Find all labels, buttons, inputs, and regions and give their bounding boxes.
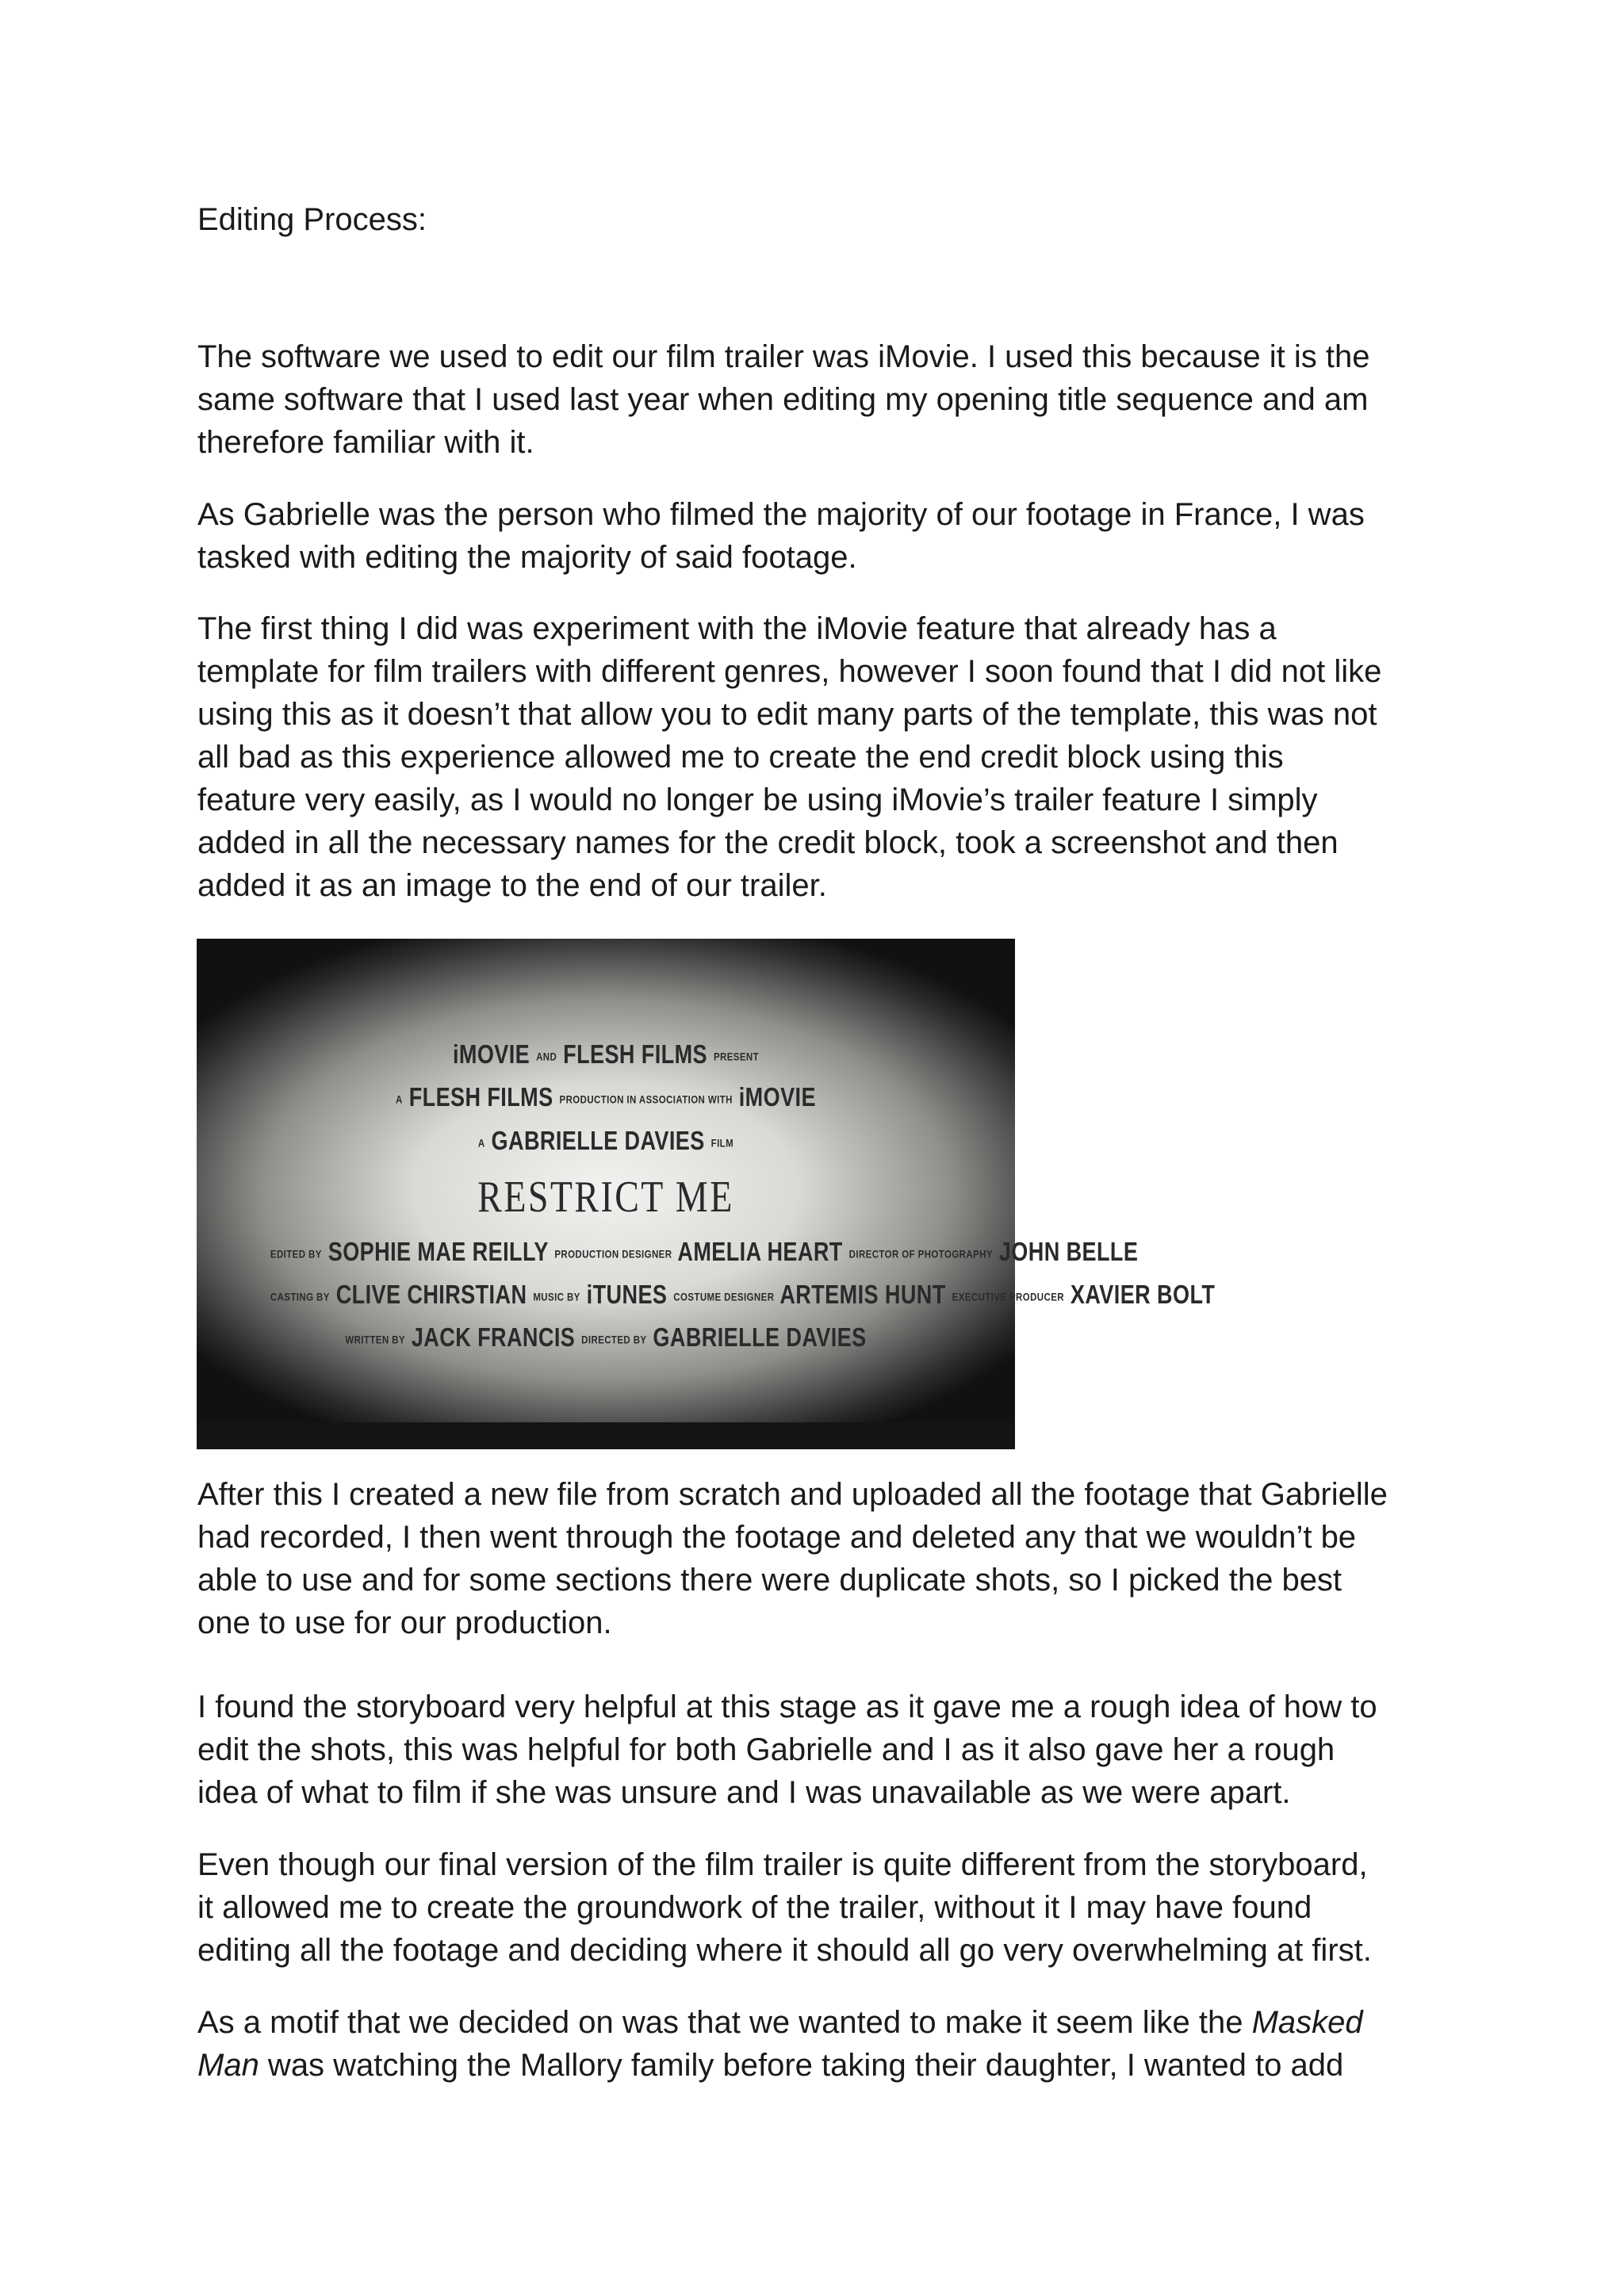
credit-word: AMELIA HEART — [677, 1236, 843, 1266]
credit-row-presents — [270, 1034, 941, 1077]
text-line: The software we used to edit our film trailer was iMovie. I used this because it is the — [197, 339, 1370, 374]
credit-word: iTUNES — [586, 1280, 668, 1310]
text-line: added it as an image to the end of our trailer. — [197, 868, 827, 903]
credit-word: GABRIELLE DAVIES — [491, 1125, 705, 1155]
credit-word: ARTEMIS HUNT — [779, 1280, 946, 1310]
credit-small-word: MUSIC BY — [533, 1290, 580, 1303]
credit-small-word: FILM — [710, 1135, 734, 1149]
text-line: able to use and for some sections there were duplicate shots, so I picked the best — [197, 1563, 1342, 1598]
credit-small-word: A — [477, 1135, 485, 1149]
paragraph-final-version — [197, 1843, 1434, 1972]
credit-small-word: PRODUCTION IN ASSOCIATION WITH — [559, 1093, 733, 1106]
text-line: one to use for our production. — [197, 1605, 612, 1640]
text-line: I found the storyboard very helpful at this stage as it gave me a rough idea of how to — [197, 1689, 1377, 1724]
text-line: After this I created a new file from scratch and uploaded all the footage that Gabrielle — [197, 1477, 1388, 1512]
paragraph-storyboard — [197, 1686, 1434, 1814]
credit-small-word: PRODUCTION DESIGNER — [554, 1247, 672, 1261]
credit-word: FLESH FILMS — [408, 1082, 553, 1112]
credit-word: JACK FRANCIS — [411, 1322, 576, 1353]
text-line: same software that I used last year when editing my opening title sequence and am — [197, 382, 1369, 417]
text-line: therefore familiar with it. — [197, 425, 534, 460]
credit-small-word: COSTUME DESIGNER — [673, 1290, 775, 1303]
credit-row-crew-1 — [270, 1231, 1139, 1274]
text-line: all bad as this experience allowed me to create the end credit block using this — [197, 740, 1284, 775]
credit-small-word: PRESENT — [713, 1050, 760, 1063]
credit-small-word: A — [396, 1093, 403, 1106]
paragraph-footage — [197, 493, 1434, 579]
paragraph-template — [197, 607, 1434, 907]
credit-row-film-by — [270, 1120, 941, 1163]
italic-text-run: Masked — [1251, 2005, 1363, 2040]
credit-bottom-bar — [197, 1422, 1015, 1449]
text-line: had recorded, I then went through the footage and deleted any that we wouldn’t be — [197, 1520, 1357, 1555]
credit-small-word: AND — [536, 1050, 557, 1063]
text-line: edit the shots, this was helpful for both Gabrielle and I as it also gave her a rough — [197, 1732, 1335, 1767]
credit-row-crew-2 — [270, 1274, 1216, 1317]
credit-row-production — [270, 1077, 941, 1119]
text-line: it allowed me to create the groundwork of the trailer, without it I may have found — [197, 1890, 1312, 1925]
paragraph-new-file — [197, 1473, 1434, 1644]
page-heading: Editing Process: — [197, 202, 427, 237]
credit-word: FLESH FILMS — [563, 1039, 708, 1069]
text-run: was watching the Mallory family before taking their daughter, I wanted to add — [259, 2048, 1344, 2083]
credit-word: iMOVIE — [452, 1039, 530, 1069]
text-line: using this as it doesn’t that allow you to edit many parts of the template, this was not — [197, 697, 1377, 732]
credit-small-word: EXECUTIVE PRODUCER — [952, 1290, 1064, 1303]
credit-word: JOHN BELLE — [998, 1236, 1139, 1266]
text-line — [197, 2001, 1434, 2044]
text-line: template for film trailers with different genres, however I soon found that I did not like — [197, 654, 1382, 689]
credit-word: CLIVE CHIRSTIAN — [335, 1280, 527, 1310]
credit-small-word: CASTING BY — [270, 1290, 330, 1303]
text-line: editing all the footage and deciding where it should all go very overwhelming at first. — [197, 1933, 1372, 1968]
credit-small-word: EDITED BY — [270, 1247, 322, 1261]
text-line: added in all the necessary names for the credit block, took a screenshot and then — [197, 825, 1339, 860]
text-line — [197, 2044, 1434, 2087]
credit-small-word: DIRECTOR OF PHOTOGRAPHY — [848, 1247, 993, 1261]
text-line: Even though our final version of the film trailer is quite different from the storyboard, — [197, 1847, 1368, 1882]
text-line: tasked with editing the majority of said footage. — [197, 540, 857, 575]
credit-word: iMOVIE — [738, 1082, 816, 1112]
film-title: RESTRICT ME — [477, 1172, 734, 1222]
paragraph-motif — [197, 2001, 1434, 2087]
text-run: As a motif that we decided on was that we wanted to make it seem like the — [197, 2005, 1252, 2040]
credit-row-crew-3 — [270, 1317, 941, 1360]
credit-small-word: DIRECTED BY — [581, 1333, 647, 1346]
credit-text — [270, 1034, 1216, 1360]
credit-word: SOPHIE MAE REILLY — [327, 1236, 549, 1266]
paragraph-software — [197, 335, 1434, 464]
credit-small-word: WRITTEN BY — [345, 1333, 405, 1346]
text-line: The first thing I did was experiment with the iMovie feature that already has a — [197, 611, 1277, 646]
text-line: idea of what to film if she was unsure and I was unavailable as we were apart. — [197, 1775, 1291, 1810]
credit-block-screenshot — [197, 939, 1216, 1449]
italic-text-run: Man — [197, 2048, 259, 2083]
credit-word: XAVIER BOLT — [1070, 1280, 1216, 1310]
text-line: As Gabrielle was the person who filmed the majority of our footage in France, I was — [197, 497, 1365, 532]
text-line: feature very easily, as I would no longer be using iMovie’s trailer feature I simply — [197, 783, 1318, 817]
credit-word: GABRIELLE DAVIES — [653, 1322, 867, 1353]
